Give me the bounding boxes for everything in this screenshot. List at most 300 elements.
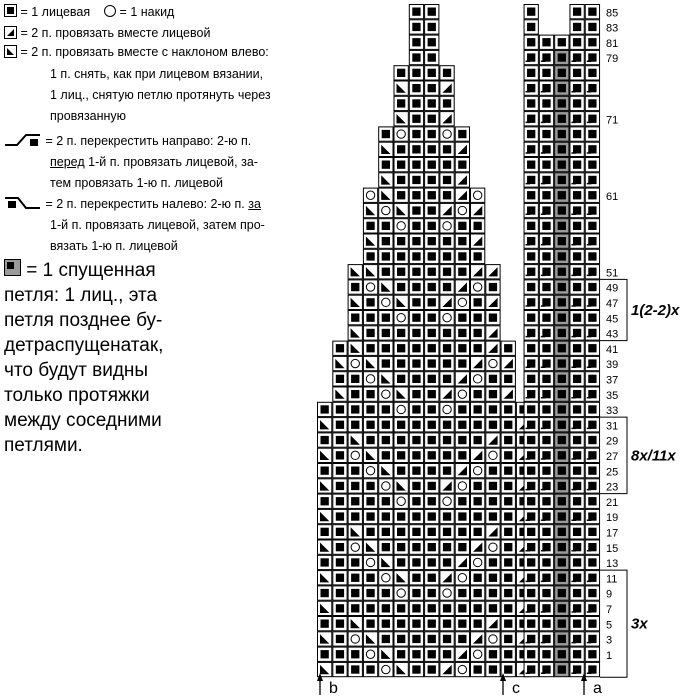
- knit-mark: [504, 467, 512, 475]
- knit-mark: [428, 23, 436, 31]
- repeat-bracket: [600, 570, 627, 677]
- knit-mark: [412, 512, 420, 520]
- repeat-label: 8x/11x: [631, 447, 676, 465]
- row-number-label: 85: [606, 7, 619, 20]
- yo-mark: [443, 222, 451, 230]
- yo-mark: [458, 665, 466, 673]
- knit-mark: [412, 375, 420, 383]
- knit-mark: [558, 528, 566, 536]
- knit-mark: [443, 359, 451, 367]
- knit-mark: [458, 344, 466, 352]
- row-number-label: 31: [606, 420, 619, 433]
- knit-mark: [542, 528, 550, 536]
- knit-mark: [428, 268, 436, 276]
- knit-mark: [366, 314, 374, 322]
- knit-mark: [412, 528, 420, 536]
- row-number-label: 37: [606, 374, 619, 387]
- knit-mark: [573, 69, 581, 77]
- row-number-label: 15: [606, 542, 619, 555]
- knit-mark: [542, 69, 550, 77]
- chart-cell: [440, 203, 454, 217]
- marker-label: b: [329, 680, 338, 697]
- knit-mark: [428, 222, 436, 230]
- knit-mark: [428, 115, 436, 123]
- knit-mark: [558, 650, 566, 658]
- knit-mark: [351, 650, 359, 658]
- knit-mark: [443, 329, 451, 337]
- knit-mark: [428, 145, 436, 153]
- chart-cell: [486, 265, 500, 279]
- knit-mark: [527, 283, 535, 291]
- knit-mark: [443, 451, 451, 459]
- knit-mark: [489, 589, 497, 597]
- knit-mark: [558, 497, 566, 505]
- legend-ssk: = 2 п. провязать вместе с наклоном влево:: [4, 44, 269, 61]
- knit-mark: [542, 283, 550, 291]
- knit-mark: [573, 558, 581, 566]
- knit-mark: [489, 604, 497, 612]
- row-number-label: 21: [606, 496, 619, 509]
- yo-mark: [397, 405, 405, 413]
- knit-mark: [412, 574, 420, 582]
- knit-mark: [558, 69, 566, 77]
- knit-mark: [588, 375, 596, 383]
- knit-mark: [397, 620, 405, 628]
- knit-mark: [474, 482, 482, 490]
- knit-mark: [397, 635, 405, 643]
- knit-mark: [428, 314, 436, 322]
- knit-mark: [542, 436, 550, 444]
- knit-mark: [397, 237, 405, 245]
- knit-mark: [382, 314, 390, 322]
- yo-mark: [443, 313, 451, 321]
- row-number-label: 45: [606, 313, 619, 326]
- knit-mark: [504, 375, 512, 383]
- yo-mark: [489, 359, 497, 367]
- knit-mark: [428, 298, 436, 306]
- knit-mark: [542, 161, 550, 169]
- knit-mark: [504, 665, 512, 673]
- knit-mark: [412, 620, 420, 628]
- knit-mark: [366, 252, 374, 260]
- row-number-label: 9: [606, 588, 613, 601]
- knit-mark: [573, 497, 581, 505]
- knit-mark: [351, 497, 359, 505]
- knit-mark: [558, 589, 566, 597]
- knit-mark: [458, 528, 466, 536]
- yo-mark: [473, 191, 481, 199]
- knit-mark: [412, 436, 420, 444]
- legend-cross-left: = 2 п. перекрестить налево: 2-ю п. за: [4, 196, 261, 213]
- knit-mark: [428, 451, 436, 459]
- knit-mark: [504, 604, 512, 612]
- knit-mark: [321, 497, 329, 505]
- knit-mark: [474, 252, 482, 260]
- legend-cross-right-line: тем провязать 1-ю п. лицевой: [50, 176, 224, 190]
- row-number-label: 33: [606, 405, 619, 418]
- knit-mark: [443, 558, 451, 566]
- yo-mark: [366, 375, 374, 383]
- knit-mark: [382, 451, 390, 459]
- knit-mark: [428, 421, 436, 429]
- knit-mark: [558, 206, 566, 214]
- knit-mark: [412, 543, 420, 551]
- knit-mark: [542, 497, 550, 505]
- row-number-label: 35: [606, 389, 619, 402]
- chart-cell: [318, 509, 332, 523]
- knit-mark: [458, 421, 466, 429]
- knit-mark: [474, 344, 482, 352]
- knit-mark: [504, 589, 512, 597]
- knit-mark: [527, 222, 535, 230]
- knit-mark: [336, 512, 344, 520]
- yo-mark: [351, 543, 359, 551]
- knit-mark: [428, 512, 436, 520]
- chart-cell: [455, 280, 469, 294]
- knit-mark: [443, 99, 451, 107]
- knit-mark: [527, 405, 535, 413]
- chart-cell: [394, 203, 408, 217]
- knit-mark: [412, 421, 420, 429]
- knit-mark: [382, 620, 390, 628]
- knit-mark: [336, 344, 344, 352]
- knit-mark: [412, 390, 420, 398]
- knit-mark: [397, 329, 405, 337]
- knit-mark: [412, 23, 420, 31]
- knit-mark: [588, 650, 596, 658]
- knit-mark: [321, 436, 329, 444]
- chart-cell: [394, 479, 408, 493]
- knit-mark: [573, 650, 581, 658]
- knit-mark: [428, 482, 436, 490]
- knit-mark: [382, 222, 390, 230]
- knit-mark: [527, 436, 535, 444]
- knit-mark: [458, 314, 466, 322]
- chart-cell: [486, 433, 500, 447]
- legend-k2tog: = 2 п. провязать вместе лицевой: [4, 25, 210, 42]
- knit-mark: [443, 604, 451, 612]
- knit-mark: [382, 237, 390, 245]
- knit-mark: [573, 436, 581, 444]
- knit-mark: [558, 53, 566, 61]
- knit-mark: [504, 482, 512, 490]
- knit-mark: [443, 237, 451, 245]
- knit-mark: [588, 467, 596, 475]
- knit-mark: [474, 512, 482, 520]
- knit-mark: [573, 589, 581, 597]
- knit-mark: [366, 665, 374, 673]
- legend-dropped: = 1 спущенная петля: 1 лиц., эта петля позднее бу- детраспущенатак, что будут видны только протяжки между соседними петлями.: [4, 260, 164, 456]
- knit-mark: [366, 344, 374, 352]
- chart-cell: [318, 601, 332, 615]
- chart-cell: [486, 295, 500, 309]
- knit-mark: [489, 558, 497, 566]
- knit-mark: [573, 161, 581, 169]
- knit-mark: [382, 252, 390, 260]
- knit-mark: [588, 620, 596, 628]
- knit-mark: [558, 482, 566, 490]
- row-number-label: 29: [606, 435, 619, 448]
- knit-mark: [474, 390, 482, 398]
- knit-mark: [428, 604, 436, 612]
- knit-mark: [428, 497, 436, 505]
- knit-mark: [336, 543, 344, 551]
- yo-mark: [443, 130, 451, 138]
- knit-mark: [558, 176, 566, 184]
- chart-cell: [379, 280, 393, 294]
- row-number-label: 81: [606, 37, 619, 50]
- knit-mark: [474, 436, 482, 444]
- knit-mark: [573, 314, 581, 322]
- knit-mark: [558, 252, 566, 260]
- knit-mark: [573, 191, 581, 199]
- repeat-label: 1(2-2)x: [631, 302, 680, 319]
- knit-mark: [397, 375, 405, 383]
- knit-mark: [504, 543, 512, 551]
- knit-mark: [412, 99, 420, 107]
- knit-mark: [412, 665, 420, 673]
- knit-mark: [504, 405, 512, 413]
- knit-mark: [573, 620, 581, 628]
- knit-mark: [588, 69, 596, 77]
- knit-mark: [573, 23, 581, 31]
- knit-mark: [336, 528, 344, 536]
- row-number-label: 17: [606, 527, 619, 540]
- knit-mark: [397, 512, 405, 520]
- knit-mark: [428, 84, 436, 92]
- chart-cell: [379, 555, 393, 569]
- knit-mark: [428, 69, 436, 77]
- yo-mark: [382, 482, 390, 490]
- knit-mark: [527, 375, 535, 383]
- knit-mark: [366, 528, 374, 536]
- knit-mark: [504, 528, 512, 536]
- knit-mark: [428, 8, 436, 16]
- yo-mark: [382, 298, 390, 306]
- knit-mark: [588, 283, 596, 291]
- chart-cell: [348, 525, 362, 539]
- knit-mark: [558, 405, 566, 413]
- knit-mark: [558, 329, 566, 337]
- knit-mark: [412, 589, 420, 597]
- knit-mark: [489, 512, 497, 520]
- legend-cross-left-line: вязать 1-ю п. лицевой: [50, 239, 178, 253]
- chart-cell: [440, 295, 454, 309]
- knit-mark: [412, 8, 420, 16]
- knit-mark: [366, 436, 374, 444]
- row-number-label: 47: [606, 298, 619, 310]
- knit-mark: [527, 130, 535, 138]
- knit-mark: [321, 620, 329, 628]
- knit-mark: [489, 574, 497, 582]
- knit-mark: [382, 497, 390, 505]
- row-number-label: 79: [606, 53, 619, 66]
- knit-mark: [504, 574, 512, 582]
- knit-mark: [458, 512, 466, 520]
- knit-mark: [504, 436, 512, 444]
- knit-mark: [428, 467, 436, 475]
- knit-mark: [504, 451, 512, 459]
- knit-mark: [588, 130, 596, 138]
- knit-mark: [573, 38, 581, 46]
- knit-mark: [397, 558, 405, 566]
- knit-mark: [412, 497, 420, 505]
- chart-cell: [486, 326, 500, 340]
- knit-mark: [336, 574, 344, 582]
- knit-mark: [489, 405, 497, 413]
- legend-cross-right: = 2 п. перекрестить направо: 2-ю п.: [4, 133, 251, 150]
- row-number-label: 61: [606, 190, 619, 203]
- knit-mark: [428, 665, 436, 673]
- knit-mark: [558, 115, 566, 123]
- knit-mark: [336, 436, 344, 444]
- knit-mark: [366, 574, 374, 582]
- knit-mark: [412, 130, 420, 138]
- knit-mark: [542, 375, 550, 383]
- knit-mark: [428, 436, 436, 444]
- knit-mark: [351, 283, 359, 291]
- knit-mark: [588, 99, 596, 107]
- yo-mark: [366, 650, 374, 658]
- knit-mark: [412, 451, 420, 459]
- knit-mark: [558, 512, 566, 520]
- chart-cell: [471, 203, 485, 217]
- knit-mark: [558, 191, 566, 199]
- knit-mark: [428, 329, 436, 337]
- knit-mark: [366, 620, 374, 628]
- legend-ssk-line: 1 лиц., снятую петлю протянуть через: [50, 88, 271, 102]
- knit-mark: [542, 589, 550, 597]
- knit-mark: [412, 405, 420, 413]
- knit-mark: [458, 329, 466, 337]
- knit-mark: [321, 467, 329, 475]
- knit-mark: [458, 635, 466, 643]
- knit-mark: [412, 252, 420, 260]
- knit-mark: [412, 206, 420, 214]
- knit-mark: [336, 497, 344, 505]
- knit-mark: [558, 130, 566, 138]
- knit-mark: [558, 283, 566, 291]
- knit-mark: [542, 191, 550, 199]
- knit-mark: [504, 421, 512, 429]
- knit-mark: [542, 99, 550, 107]
- legend-ssk-line: провязанную: [50, 109, 127, 123]
- yo-mark: [473, 558, 481, 566]
- knit-mark: [412, 604, 420, 612]
- knit-mark: [412, 283, 420, 291]
- chart-cell: [455, 555, 469, 569]
- knit-mark: [428, 161, 436, 169]
- knit-mark: [527, 497, 535, 505]
- knit-mark: [489, 482, 497, 490]
- knit-mark: [336, 405, 344, 413]
- yo-mark: [366, 558, 374, 566]
- knit-mark: [336, 558, 344, 566]
- knit-mark: [397, 467, 405, 475]
- knit-mark: [366, 329, 374, 337]
- knit-mark: [588, 497, 596, 505]
- knit-mark: [542, 130, 550, 138]
- knit-mark: [573, 252, 581, 260]
- knit-mark: [558, 635, 566, 643]
- knit-mark: [336, 482, 344, 490]
- chart-cell: [440, 479, 454, 493]
- knit-mark: [412, 69, 420, 77]
- knit-mark: [489, 283, 497, 291]
- knit-mark: [474, 665, 482, 673]
- knit-mark: [443, 543, 451, 551]
- knit-mark: [366, 512, 374, 520]
- knit-mark: [527, 558, 535, 566]
- knit-mark: [558, 558, 566, 566]
- knit-mark: [397, 436, 405, 444]
- knit-mark: [558, 344, 566, 352]
- knit-mark: [397, 650, 405, 658]
- knit-mark: [458, 589, 466, 597]
- knit-mark: [397, 176, 405, 184]
- knit-mark: [397, 283, 405, 291]
- knit-mark: [428, 237, 436, 245]
- row-number-label: 49: [606, 282, 619, 295]
- row-number-label: 19: [606, 512, 619, 525]
- yo-mark: [382, 665, 390, 673]
- knit-mark: [527, 620, 535, 628]
- knit-mark: [558, 145, 566, 153]
- knit-mark: [558, 298, 566, 306]
- chart-cell: [440, 571, 454, 585]
- knit-mark: [573, 375, 581, 383]
- knit-mark: [351, 558, 359, 566]
- knit-mark: [558, 665, 566, 673]
- row-number-label: 11: [606, 573, 618, 586]
- knit-mark: [366, 589, 374, 597]
- chart-cell: [471, 234, 485, 248]
- chart-cell: [501, 356, 515, 370]
- knit-mark: [428, 283, 436, 291]
- yo-mark: [351, 635, 359, 643]
- knit-mark: [351, 467, 359, 475]
- knit-mark: [366, 298, 374, 306]
- knit-mark: [474, 497, 482, 505]
- knit-mark: [504, 635, 512, 643]
- knit-mark: [443, 176, 451, 184]
- knit-mark: [588, 161, 596, 169]
- chart-cell: [440, 81, 454, 95]
- knit-mark: [412, 38, 420, 46]
- knit-mark: [443, 252, 451, 260]
- knit-mark: [428, 405, 436, 413]
- knit-mark: [474, 574, 482, 582]
- knit-mark: [382, 604, 390, 612]
- knit-mark: [489, 314, 497, 322]
- knit-mark: [542, 344, 550, 352]
- knit-mark: [366, 421, 374, 429]
- row-number-label: 71: [606, 114, 619, 127]
- knit-mark: [542, 558, 550, 566]
- knit-mark: [412, 53, 420, 61]
- knit-mark: [474, 604, 482, 612]
- knit-mark: [489, 497, 497, 505]
- knit-mark: [588, 344, 596, 352]
- row-number-label: 13: [606, 558, 619, 571]
- knit-mark: [504, 512, 512, 520]
- knit-mark: [573, 99, 581, 107]
- knit-mark: [321, 650, 329, 658]
- knit-mark: [397, 161, 405, 169]
- knit-mark: [351, 574, 359, 582]
- knit-mark: [336, 635, 344, 643]
- knit-mark: [558, 99, 566, 107]
